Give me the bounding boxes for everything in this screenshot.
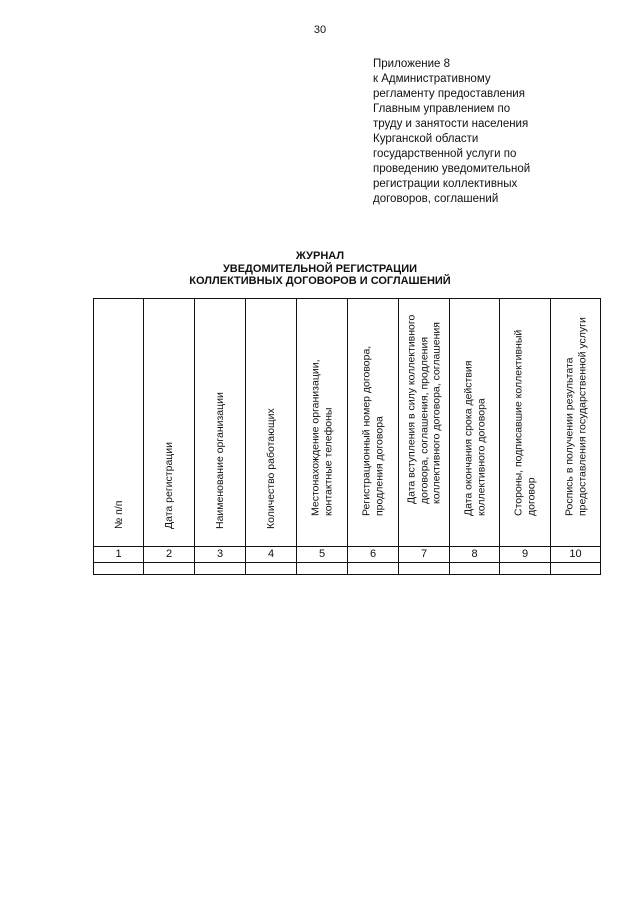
header-cell-number: № п/п xyxy=(94,299,144,547)
annex-line: договоров, соглашений xyxy=(373,193,499,205)
title-line-3: КОЛЛЕКТИВНЫХ ДОГОВОРОВ И СОГЛАШЕНИЙ xyxy=(189,275,451,287)
empty-cell xyxy=(348,563,399,575)
header-cell-employee-count: Количество работающих xyxy=(246,299,297,547)
column-number-row xyxy=(94,547,601,563)
empty-cell xyxy=(551,563,601,575)
journal-title xyxy=(0,250,640,288)
empty-data-row xyxy=(94,563,601,575)
registration-journal-table xyxy=(93,298,601,575)
header-row xyxy=(94,299,601,547)
header-cell-location: Местонахождение организации, контактные телефоны xyxy=(297,299,348,547)
empty-cell xyxy=(195,563,246,575)
annex-line: регламенту предоставления xyxy=(373,88,525,100)
header-cell-expiry-date: Дата окончания срока действия коллективного договора xyxy=(450,299,500,547)
header-cell-signature: Роспись в получении результата предоставления государственной услуги xyxy=(551,299,601,547)
column-number: 5 xyxy=(297,547,348,563)
title-line-1: ЖУРНАЛ xyxy=(295,250,345,262)
column-number: 6 xyxy=(348,547,399,563)
empty-cell xyxy=(297,563,348,575)
header-cell-parties: Стороны, подписавшие коллективный договор xyxy=(500,299,551,547)
empty-cell xyxy=(144,563,195,575)
header-cell-effective-date: Дата вступления в силу коллективного договора, соглашения, продления коллективного договора, соглашения xyxy=(399,299,450,547)
column-number: 7 xyxy=(399,547,450,563)
annex-line: проведению уведомительной xyxy=(373,163,531,175)
empty-cell xyxy=(450,563,500,575)
column-number: 4 xyxy=(246,547,297,563)
header-cell-registration-date: Дата регистрации xyxy=(144,299,195,547)
header-cell-registration-number: Регистрационный номер договора, продления договора xyxy=(348,299,399,547)
annex-line: к Административному xyxy=(373,73,491,85)
column-number: 10 xyxy=(551,547,601,563)
empty-cell xyxy=(246,563,297,575)
column-number: 2 xyxy=(144,547,195,563)
column-number: 1 xyxy=(94,547,144,563)
column-number: 3 xyxy=(195,547,246,563)
annex-line: труду и занятости населения xyxy=(373,118,529,130)
annex-line: Главным управлением по xyxy=(373,103,511,115)
empty-cell xyxy=(399,563,450,575)
page-number: 30 xyxy=(313,24,327,36)
column-number: 8 xyxy=(450,547,500,563)
empty-cell xyxy=(94,563,144,575)
annex-line: регистрации коллективных xyxy=(373,178,518,190)
annex-line: Приложение 8 xyxy=(373,58,451,70)
annex-line: государственной услуги по xyxy=(373,148,517,160)
annex-note xyxy=(373,57,603,207)
column-number: 9 xyxy=(500,547,551,563)
title-line-2: УВЕДОМИТЕЛЬНОЙ РЕГИСТРАЦИИ xyxy=(222,262,418,275)
annex-line: Курганской области xyxy=(373,133,479,145)
empty-cell xyxy=(500,563,551,575)
header-cell-organization-name: Наименование организации xyxy=(195,299,246,547)
